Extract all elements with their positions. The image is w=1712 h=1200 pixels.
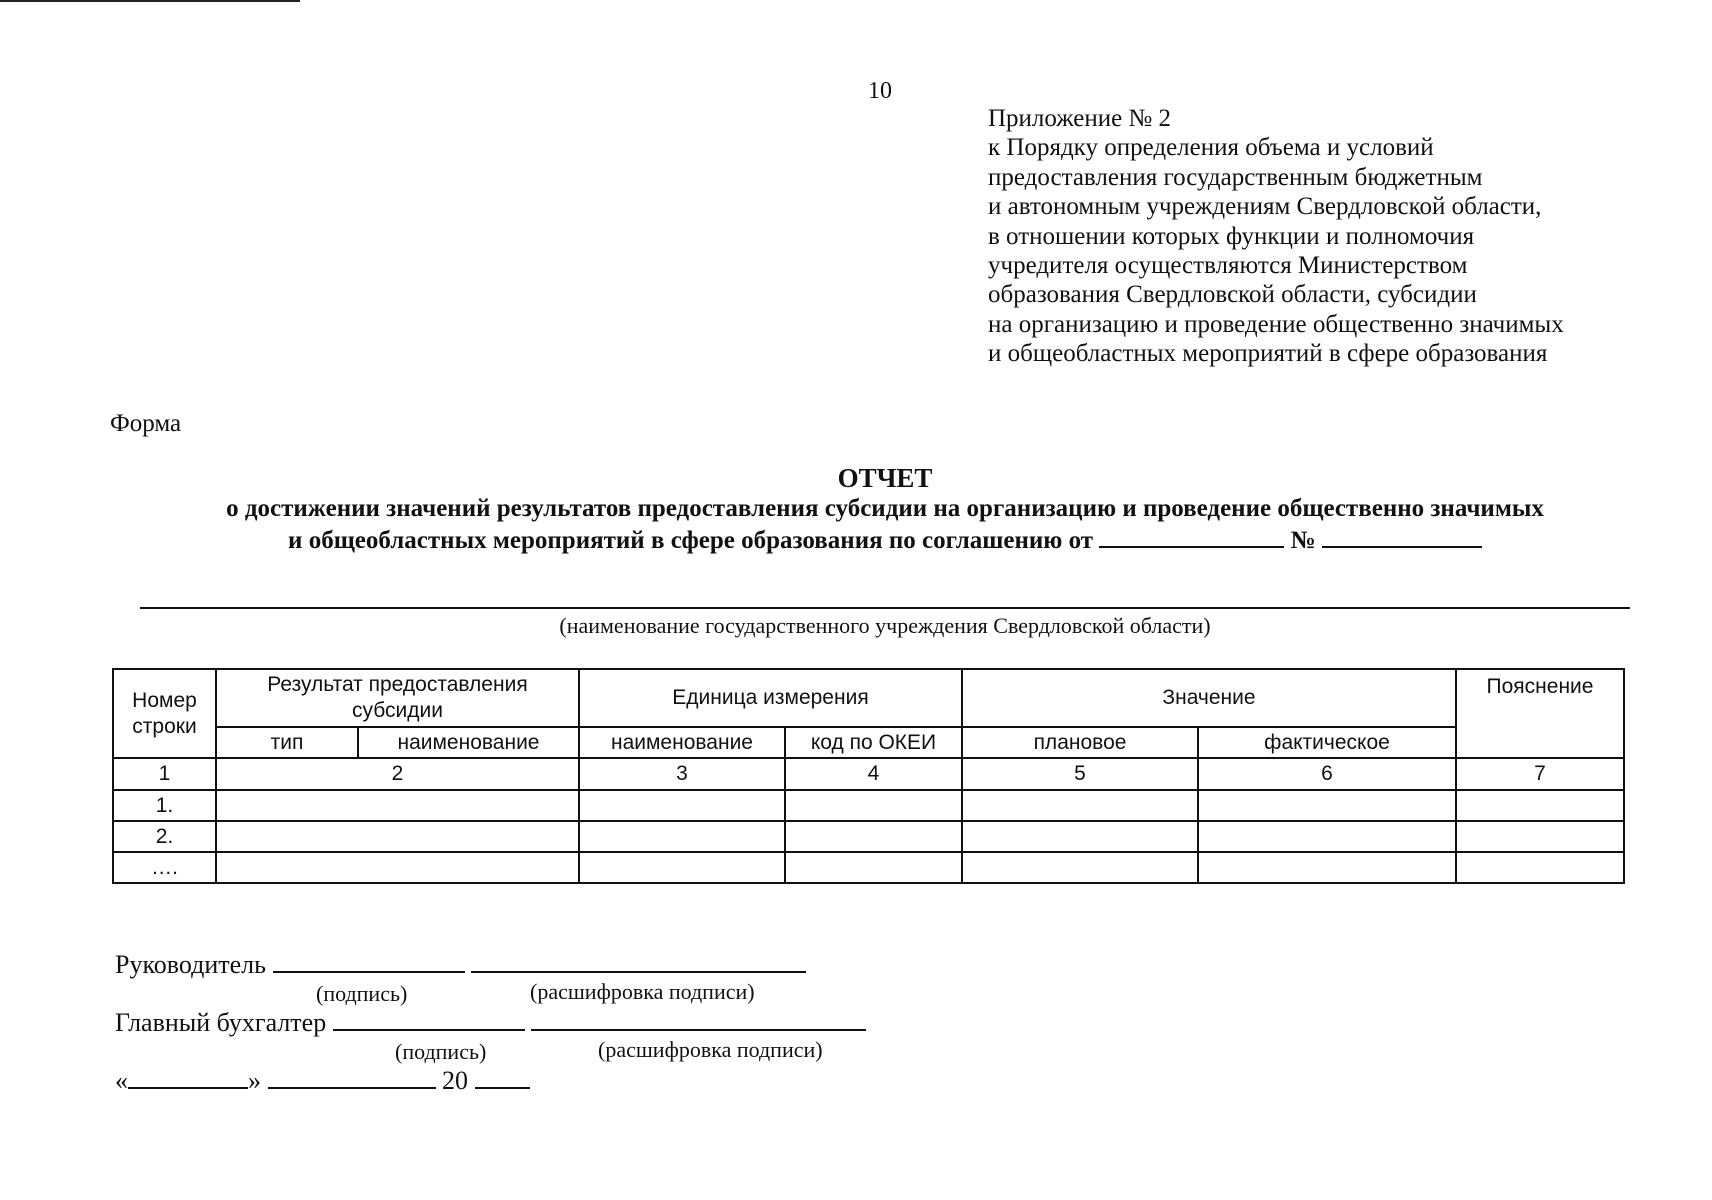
accountant-decode-line[interactable] (531, 1007, 866, 1031)
actual-cell[interactable] (1198, 790, 1456, 821)
date-open-quote: « (115, 1066, 128, 1095)
head-decode-line[interactable] (471, 949, 806, 973)
date-month-line[interactable] (268, 1065, 436, 1089)
header-unit: Единица измерения (579, 669, 962, 727)
date-day-line[interactable] (128, 1065, 248, 1089)
top-rule (0, 0, 300, 2)
column-number: 6 (1198, 758, 1456, 790)
appendix-line: в отношении которых функции и полномочия (988, 222, 1475, 250)
row-number: …. (113, 852, 216, 883)
report-subtitle (110, 494, 1660, 556)
appendix-line: Приложение № 2 (988, 105, 1172, 132)
subtitle-line-1: о достижении значений результатов предоставления субсидии на организацию и проведение общественно значимых (226, 495, 1544, 522)
table-row (113, 821, 1624, 852)
head-label: Руководитель (115, 950, 266, 979)
planned-cell[interactable] (962, 821, 1198, 852)
explanation-cell[interactable] (1456, 852, 1624, 883)
explanation-cell[interactable] (1456, 790, 1624, 821)
accountant-signature-line[interactable] (333, 1007, 525, 1031)
subtitle-line-2 (110, 524, 1660, 556)
table-row (113, 852, 1624, 883)
okei-cell[interactable] (785, 852, 962, 883)
explanation-cell[interactable] (1456, 821, 1624, 852)
header-type: тип (216, 727, 358, 758)
header-name: наименование (358, 727, 579, 758)
signature-caption: (подпись) (316, 981, 408, 1006)
year-prefix: 20 (442, 1066, 468, 1095)
appendix-line: предоставления государственным бюджетным (988, 163, 1483, 191)
agreement-date-blank[interactable] (1099, 524, 1284, 548)
header-okei: код по ОКЕИ (785, 727, 962, 758)
organization-name-line[interactable] (140, 607, 1630, 609)
appendix-line: учредителя осуществляются Министерством (988, 252, 1468, 280)
column-number: 1 (113, 758, 216, 790)
head-signature-line[interactable] (273, 949, 465, 973)
column-number: 5 (962, 758, 1198, 790)
agreement-number-blank[interactable] (1322, 524, 1482, 548)
result-cell[interactable] (216, 852, 579, 883)
accountant-signature-row (115, 1007, 866, 1038)
date-row (115, 1065, 530, 1096)
header-value: Значение (962, 669, 1456, 727)
appendix-block (988, 104, 1564, 369)
planned-cell[interactable] (962, 790, 1198, 821)
subtitle-line-2-text: и общеобластных мероприятий в сфере образования по соглашению от (288, 527, 1094, 554)
actual-cell[interactable] (1198, 852, 1456, 883)
form-label: Форма (110, 410, 182, 437)
date-close-quote: » (248, 1066, 261, 1095)
decode-caption: (расшифровка подписи) (598, 1037, 823, 1062)
appendix-line: к Порядку определения объема и условий (988, 134, 1434, 162)
organization-caption: (наименование государственного учреждения Свердловской области) (559, 613, 1211, 638)
table-row (113, 790, 1624, 821)
signature-caption: (подпись) (395, 1039, 487, 1064)
actual-cell[interactable] (1198, 821, 1456, 852)
appendix-line: образования Свердловской области, субсидии (988, 281, 1477, 309)
header-actual: фактическое (1198, 727, 1456, 758)
page-number: 10 (868, 78, 892, 104)
unit-name-cell[interactable] (579, 852, 785, 883)
row-number: 1. (113, 790, 216, 821)
header-row-number: Номер строки (113, 669, 216, 758)
result-cell[interactable] (216, 790, 579, 821)
column-number: 4 (785, 758, 962, 790)
unit-name-cell[interactable] (579, 821, 785, 852)
appendix-line: и общеобластных мероприятий в сфере образования (988, 340, 1548, 368)
chief-accountant-label: Главный бухгалтер (115, 1008, 327, 1037)
header-explanation: Пояснение (1456, 669, 1624, 758)
header-result: Результат предоставления субсидии (216, 669, 579, 727)
column-number: 2 (216, 758, 579, 790)
header-unit-name: наименование (579, 727, 785, 758)
column-number: 7 (1456, 758, 1624, 790)
date-year-line[interactable] (475, 1065, 530, 1089)
column-number-row (113, 758, 1624, 790)
okei-cell[interactable] (785, 821, 962, 852)
planned-cell[interactable] (962, 852, 1198, 883)
appendix-line: на организацию и проведение общественно значимых (988, 310, 1564, 338)
decode-caption: (расшифровка подписи) (530, 979, 755, 1004)
column-number: 3 (579, 758, 785, 790)
head-signature-row (115, 949, 806, 980)
row-number: 2. (113, 821, 216, 852)
okei-cell[interactable] (785, 790, 962, 821)
report-title: ОТЧЕТ (837, 463, 933, 493)
number-sign: № (1290, 527, 1316, 554)
unit-name-cell[interactable] (579, 790, 785, 821)
header-planned: плановое (962, 727, 1198, 758)
report-table (112, 668, 1625, 884)
result-cell[interactable] (216, 821, 579, 852)
appendix-line: и автономным учреждениям Свердловской области, (988, 193, 1542, 221)
